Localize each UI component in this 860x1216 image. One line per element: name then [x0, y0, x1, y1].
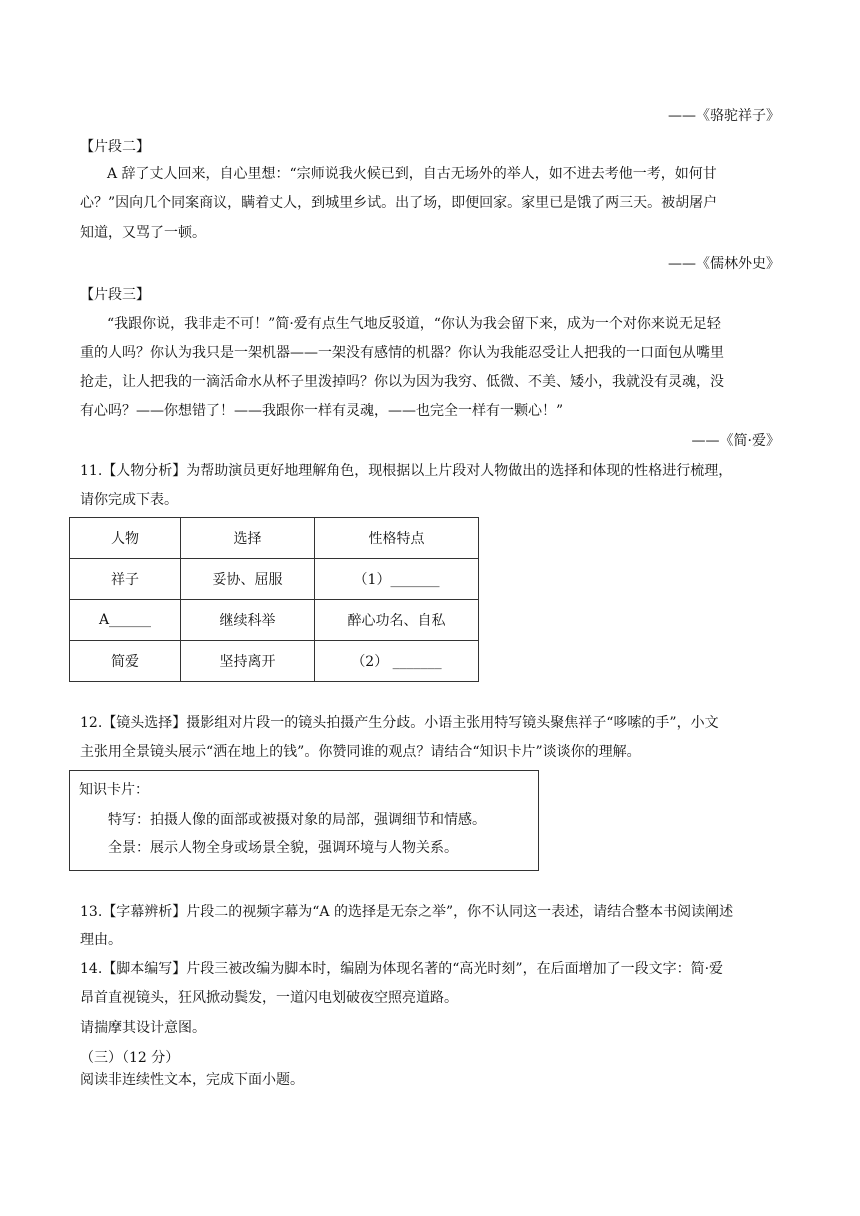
question-13: 13.【字幕辨析】片段二的视频字幕为“A 的选择是无奈之举”，你不认同这一表述，请结合整本书阅读阐述: [80, 904, 734, 920]
segment3-line: 有心吗？——你想错了！——我跟你一样有灵魂，——也完全一样有一颗心！”: [80, 403, 564, 419]
knowledge-card-closeup: 特写：拍摄人像的面部或被摄对象的局部，强调细节和情感。: [108, 812, 486, 828]
segment3-heading: 【片段三】: [80, 287, 150, 303]
segment3-line: 抢走，让人把我的一滴活命水从杯子里泼掉吗？你以为因为我穷、低微、不美、矮小，我就没有灵魂，没: [80, 374, 724, 390]
source-jane-eyre: ——《简·爱》: [691, 433, 780, 449]
source-luotuo-xiangzi: ——《骆驼祥子》: [668, 108, 780, 124]
question-14: 14.【脚本编写】片段三被改编为脚本时，编剧为体现名著的“高光时刻”，在后面增加了一段文字：简·爱: [80, 961, 724, 977]
table-row: [70, 559, 479, 600]
question-11-cont: 请你完成下表。: [80, 492, 178, 508]
table-row: [70, 600, 479, 641]
knowledge-card-title: 知识卡片：: [79, 782, 149, 798]
table-cell: 醉心功名、自私: [315, 600, 479, 641]
section-3-title: （三）（12 分）: [80, 1050, 180, 1066]
knowledge-card-fullshot: 全景：展示人物全身或场景全貌，强调环境与人物关系。: [108, 840, 458, 856]
question-12: 12.【镜头选择】摄影组对片段一的镜头拍摄产生分歧。小语主张用特写镜头聚焦祥子“哆嗦的手”，小文: [80, 715, 719, 731]
question-12-cont: 主张用全景镜头展示“洒在地上的钱”。你赞同谁的观点？请结合“知识卡片”谈谈你的理解。: [80, 744, 641, 760]
table-cell-blank: （2） _______: [315, 641, 479, 682]
segment2-line: 知道，又骂了一顿。: [80, 225, 206, 241]
question-13-cont: 理由。: [80, 932, 122, 948]
question-14-cont: 昂首直视镜头，狂风掀动鬓发，一道闪电划破夜空照亮道路。: [80, 990, 458, 1006]
segment2-heading: 【片段二】: [80, 139, 150, 155]
character-table: [69, 517, 479, 682]
source-rulin-waishi: ——《儒林外史》: [668, 256, 780, 272]
section-3-instruction: 阅读非连续性文本，完成下面小题。: [80, 1072, 304, 1088]
table-row: [70, 641, 479, 682]
segment2-line: A 辞了丈人回来，自心里想：“宗师说我火候已到，自古无场外的举人，如不进去考他一考，如何甘: [107, 166, 717, 182]
segment3-line: 重的人吗？你认为我只是一架机器——一架没有感情的机器？你认为我能忍受让人把我的一口面包从嘴里: [80, 345, 724, 361]
table-cell: 简爱: [70, 641, 181, 682]
table-header-row: [70, 518, 479, 559]
table-header: 性格特点: [315, 518, 479, 559]
segment2-line: 心？”因向几个同案商议，瞒着丈人，到城里乡试。出了场，即便回家。家里已是饿了两三天。被胡屠户: [80, 195, 718, 211]
table-cell: 祥子: [70, 559, 181, 600]
segment3-line: “我跟你说，我非走不可！”简·爱有点生气地反驳道，“你认为我会留下来，成为一个对你来说无足轻: [107, 316, 721, 332]
knowledge-card: [69, 770, 539, 871]
table-cell: 妥协、屈服: [181, 559, 315, 600]
table-cell: 继续科举: [181, 600, 315, 641]
table-header: 人物: [70, 518, 181, 559]
table-cell-blank: A______: [70, 600, 181, 641]
table-cell: 坚持离开: [181, 641, 315, 682]
table-cell-blank: （1）_______: [315, 559, 479, 600]
table-header: 选择: [181, 518, 315, 559]
question-11: 11.【人物分析】为帮助演员更好地理解角色，现根据以上片段对人物做出的选择和体现的性格进行梳理，: [80, 463, 733, 479]
question-14-prompt: 请揣摩其设计意图。: [80, 1020, 206, 1036]
